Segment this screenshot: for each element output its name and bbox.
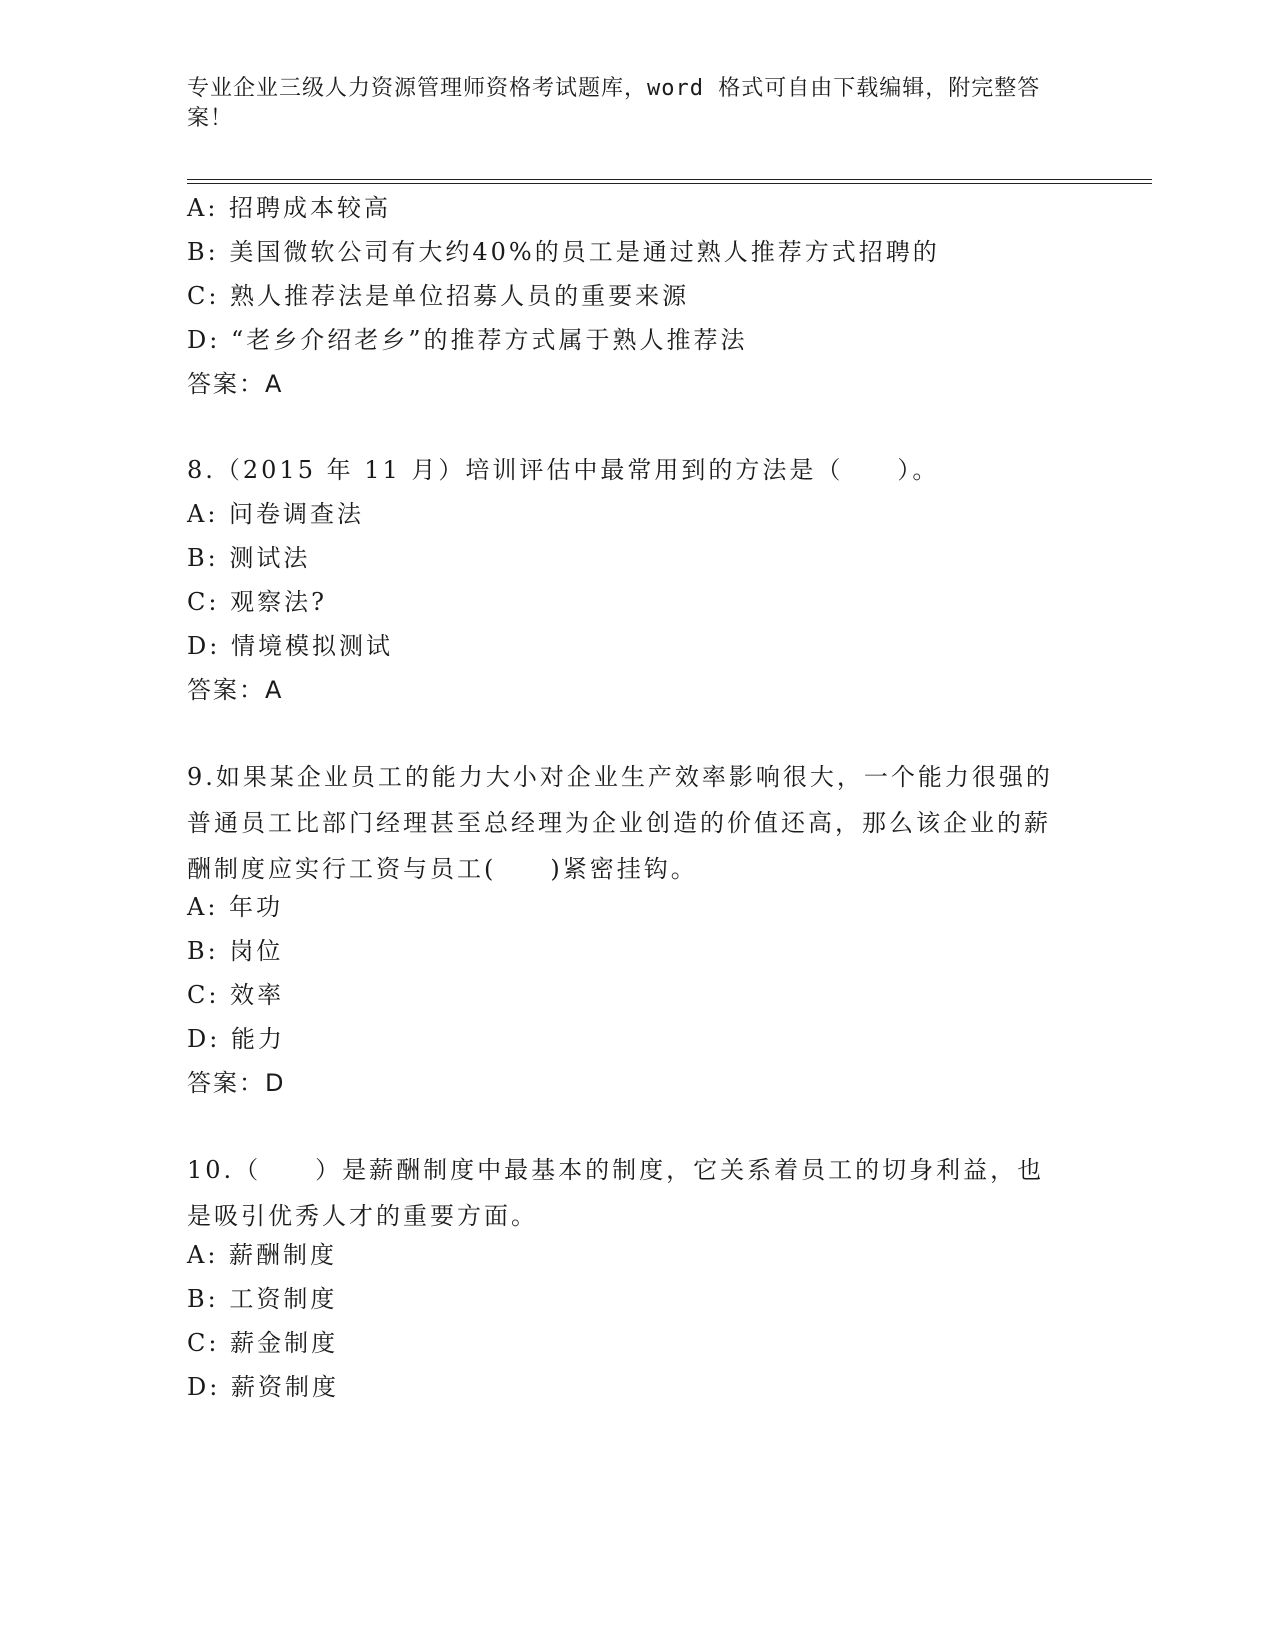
q9-question: 9.如果某企业员工的能力大小对企业生产效率影响很大，一个能力很强的普通员工比部门经理甚至总经理为企业创造的价值还高，那么该企业的薪酬制度应实行工资与员工( )紧密挂钩。 (187, 763, 1053, 883)
q7-answer: 答案：A (187, 370, 284, 398)
q7-option-d: D: “老乡介绍老乡”的推荐方式属于熟人推荐法 (187, 326, 748, 354)
q9-answer: 答案：D (187, 1069, 286, 1097)
q7-option-b: B: 美国微软公司有大约40%的员工是通过熟人推荐方式招聘的 (187, 238, 940, 266)
q10-option-b: B: 工资制度 (187, 1285, 338, 1313)
q9-option-b: B: 岗位 (187, 937, 284, 965)
q9-option-d: D: 能力 (187, 1025, 285, 1053)
q8-option-a: A: 问卷调查法 (187, 500, 365, 528)
q9-option-c: C: 效率 (187, 981, 285, 1009)
q10-option-c: C: 薪金制度 (187, 1329, 339, 1357)
q10-option-a: A: 薪酬制度 (187, 1241, 338, 1269)
q10-question: 10.（ ）是薪酬制度中最基本的制度，它关系着员工的切身利益，也是吸引优秀人才的重要方面。 (187, 1156, 1045, 1230)
header-divider (187, 179, 1152, 180)
q8-option-b: B: 测试法 (187, 544, 311, 572)
q10-option-d: D: 薪资制度 (187, 1373, 339, 1401)
document-header: 专业企业三级人力资源管理师资格考试题库，word 格式可自由下载编辑，附完整答案！ (187, 76, 1041, 131)
q8-answer: 答案：A (187, 676, 284, 704)
q9-option-a: A: 年功 (187, 893, 284, 921)
q8-question: 8.（2015 年 11 月）培训评估中最常用到的方法是（ ）。 (187, 456, 940, 484)
q7-option-c: C: 熟人推荐法是单位招募人员的重要来源 (187, 282, 690, 310)
q8-option-c: C: 观察法? (187, 588, 327, 616)
q7-option-a: A: 招聘成本较高 (187, 194, 392, 222)
q8-option-d: D: 情境模拟测试 (187, 632, 393, 660)
header-divider-secondary (187, 183, 1152, 184)
